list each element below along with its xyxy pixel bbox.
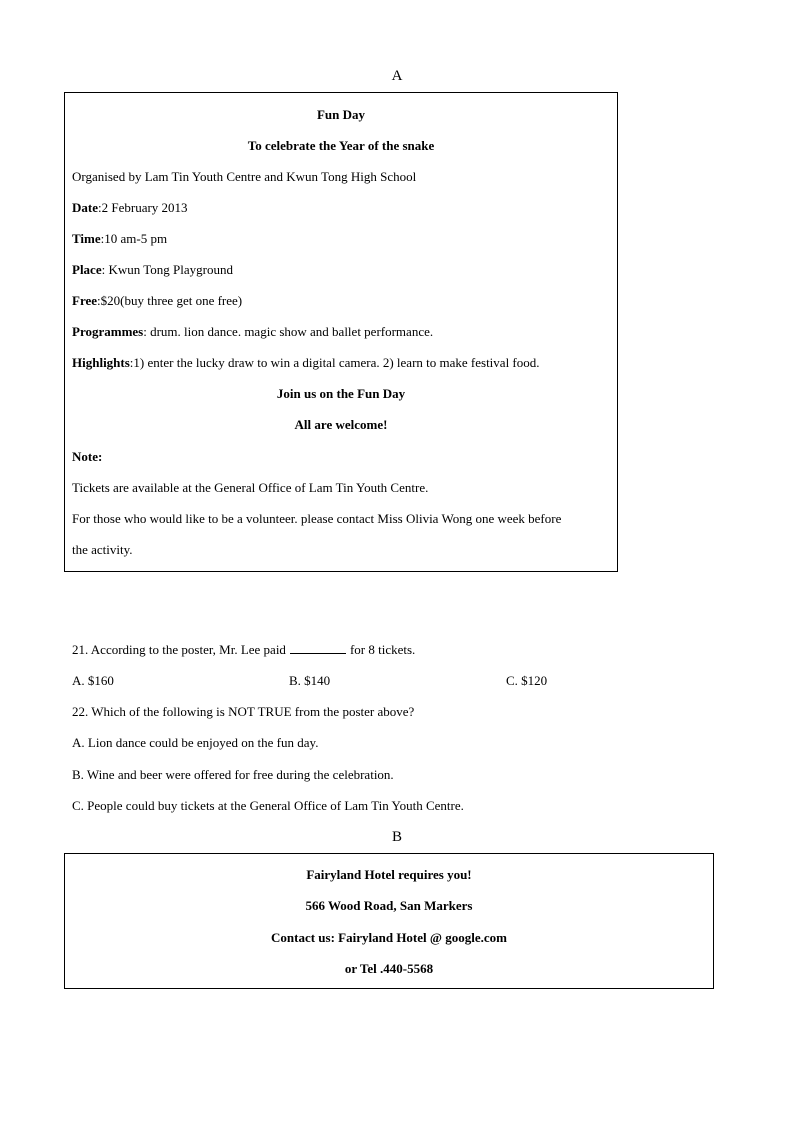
q21-option-b: B. $140 [289, 673, 331, 688]
time-value: :10 am-5 pm [100, 231, 168, 246]
place-label: Place [72, 262, 102, 277]
poster-note-2a: For those who would like to be a volunteer. please contact Miss Olivia Wong one week before [72, 511, 562, 526]
poster-highlights [72, 355, 540, 371]
section-a-letter: A [391, 68, 403, 84]
programmes-value: : drum. lion dance. magic show and ballet performance. [143, 324, 434, 339]
q22-option-b: B. Wine and beer were offered for free during the celebration. [72, 767, 394, 782]
section-b-letter: B [391, 829, 402, 845]
q22-option-c: C. People could buy tickets at the General Office of Lam Tin Youth Centre. [72, 798, 464, 813]
hotel-ad-line2: 566 Wood Road, San Markers [305, 898, 473, 913]
question-21 [72, 642, 415, 658]
poster-note-2b: the activity. [72, 542, 133, 557]
programmes-label: Programmes [72, 324, 144, 339]
q21-option-a: A. $160 [72, 673, 114, 688]
answer-blank [290, 643, 346, 654]
hotel-ad-line4: or Tel .440-5568 [344, 961, 434, 976]
fee-value: :$20(buy three get one free) [97, 293, 243, 308]
fee-label: Free [72, 293, 98, 308]
hotel-ad-line1: Fairyland Hotel requires you! [306, 867, 472, 882]
highlights-value: :1) enter the lucky draw to win a digital camera. 2) learn to make festival food. [129, 355, 540, 370]
poster-programmes [72, 324, 433, 340]
poster-subtitle: To celebrate the Year of the snake [247, 138, 435, 153]
q22-option-a: A. Lion dance could be enjoyed on the fun day. [72, 735, 319, 750]
poster-fee [72, 293, 242, 309]
date-label: Date [72, 200, 98, 215]
q21-text-after: for 8 tickets. [349, 642, 416, 657]
poster-note-label: Note: [72, 449, 103, 464]
date-value: :2 February 2013 [98, 200, 188, 215]
poster-box [64, 92, 618, 572]
time-label: Time [72, 231, 101, 246]
hotel-ad-box [64, 853, 714, 989]
q21-text-before: 21. According to the poster, Mr. Lee paid [72, 642, 286, 657]
q21-option-c: C. $120 [506, 673, 548, 688]
poster-time [72, 231, 167, 247]
poster-welcome: All are welcome! [294, 417, 388, 432]
highlights-label: Highlights [72, 355, 130, 370]
place-value: : Kwun Tong Playground [101, 262, 233, 277]
hotel-ad-line3: Contact us: Fairyland Hotel @ google.com [271, 930, 507, 945]
poster-join: Join us on the Fun Day [276, 386, 406, 401]
poster-note-1: Tickets are available at the General Office of Lam Tin Youth Centre. [72, 480, 429, 495]
poster-place [72, 262, 233, 278]
question-22: 22. Which of the following is NOT TRUE from the poster above? [72, 704, 415, 719]
poster-date [72, 200, 188, 216]
poster-organiser: Organised by Lam Tin Youth Centre and Kwun Tong High School [72, 169, 417, 184]
poster-title: Fun Day [316, 107, 366, 122]
